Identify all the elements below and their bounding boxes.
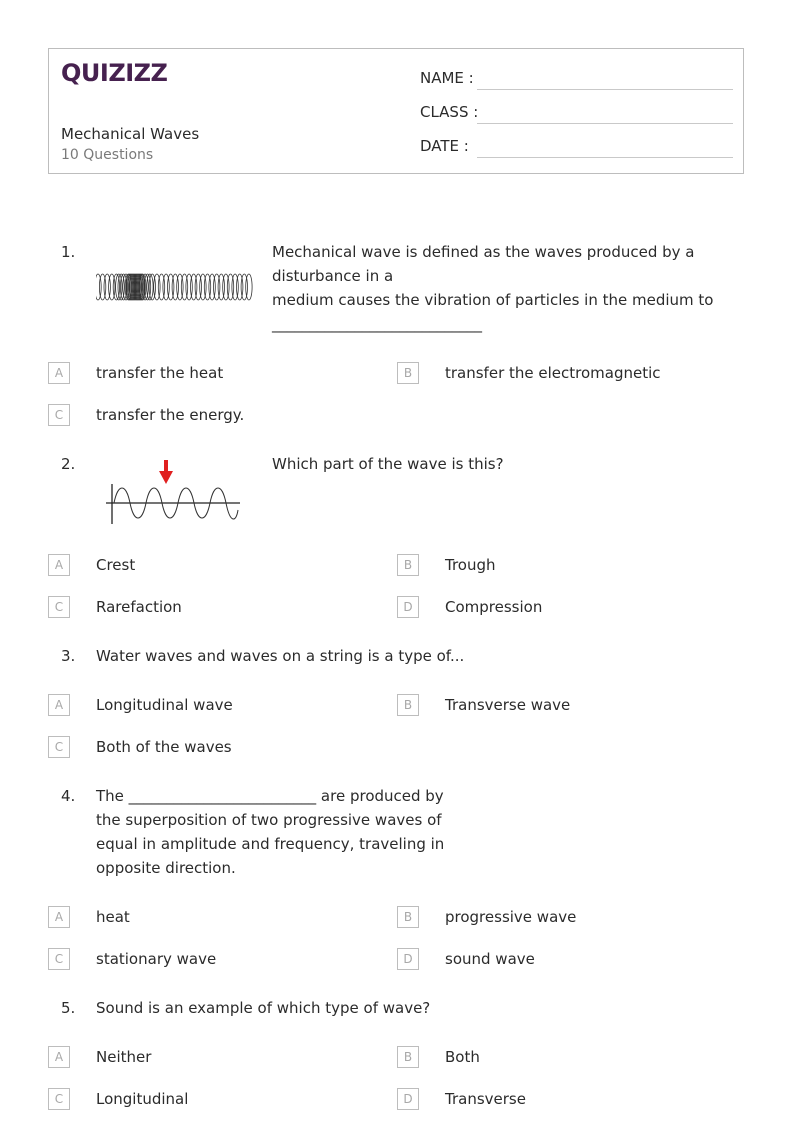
option-c-box[interactable]: C (48, 404, 70, 426)
option-d-text: sound wave (445, 950, 535, 968)
question-text-line: equal in amplitude and frequency, traveling in (96, 835, 445, 853)
option-b-box[interactable]: B (397, 1046, 419, 1068)
option-b-text: progressive wave (445, 908, 577, 926)
option-d-text: Compression (445, 598, 543, 616)
question-text-line: The _________________________ are produced by (96, 787, 444, 805)
spring-coil (246, 274, 252, 300)
option-c-box[interactable]: C (48, 948, 70, 970)
option-b-text: Transverse wave (445, 696, 571, 714)
answer-blank: ____________________________ (272, 315, 482, 333)
option-a-box[interactable]: A (48, 554, 70, 576)
option-b-text: Trough (445, 556, 496, 574)
option-c-text: stationary wave (96, 950, 217, 968)
option-a-box[interactable]: A (48, 906, 70, 928)
option-a-text: transfer the heat (96, 364, 224, 382)
question-text: Which part of the wave is this? (272, 455, 504, 473)
option-b-box[interactable]: B (397, 906, 419, 928)
option-b-box[interactable]: B (397, 554, 419, 576)
option-a-text: Crest (96, 556, 136, 574)
question-text: Water waves and waves on a string is a type of... (96, 647, 465, 665)
option-d-box[interactable]: D (397, 948, 419, 970)
option-d-text: Transverse (445, 1090, 526, 1108)
option-b-box[interactable]: B (397, 694, 419, 716)
option-c-text: Longitudinal (96, 1090, 189, 1108)
question-count: 10 Questions (61, 147, 154, 163)
option-a-box[interactable]: A (48, 1046, 70, 1068)
worksheet-title: Mechanical Waves (61, 125, 200, 143)
date-field[interactable] (477, 157, 733, 158)
worksheet-header (48, 48, 744, 174)
name-field[interactable] (477, 89, 733, 90)
question-number: 3. (61, 647, 76, 665)
option-b-box[interactable]: B (397, 362, 419, 384)
option-a-text: Longitudinal wave (96, 696, 233, 714)
option-c-box[interactable]: C (48, 1088, 70, 1110)
option-c-box[interactable]: C (48, 736, 70, 758)
sine-wave-arrow-image (104, 458, 244, 526)
option-c-text: Rarefaction (96, 598, 182, 616)
option-d-box[interactable]: D (397, 1088, 419, 1110)
question-text: Sound is an example of which type of wave? (96, 999, 431, 1017)
option-d-box[interactable]: D (397, 596, 419, 618)
question-text-line: the superposition of two progressive waves of (96, 811, 442, 829)
question-number: 1. (61, 243, 76, 261)
question-text-line: Mechanical wave is defined as the waves produced by a (272, 243, 695, 261)
question-text-line: medium causes the vibration of particles in the medium to (272, 291, 714, 309)
question-number: 5. (61, 999, 76, 1017)
question-number: 4. (61, 787, 76, 805)
option-c-box[interactable]: C (48, 596, 70, 618)
option-c-text: Both of the waves (96, 738, 232, 756)
quizizz-logo: QUIZIZZ (61, 59, 168, 87)
option-a-box[interactable]: A (48, 694, 70, 716)
option-b-text: transfer the electromagnetic (445, 364, 661, 382)
slinky-spring-image (96, 270, 256, 304)
date-label: DATE : (420, 137, 469, 155)
option-a-box[interactable]: A (48, 362, 70, 384)
option-b-text: Both (445, 1048, 480, 1066)
class-field[interactable] (477, 123, 733, 124)
question-text (96, 784, 444, 880)
class-label: CLASS : (420, 103, 479, 121)
question-text-line: opposite direction. (96, 859, 236, 877)
option-a-text: heat (96, 908, 130, 926)
question-text-line: disturbance in a (272, 267, 394, 285)
question-text (272, 240, 713, 336)
name-label: NAME : (420, 69, 474, 87)
option-a-text: Neither (96, 1048, 152, 1066)
question-number: 2. (61, 455, 76, 473)
option-c-text: transfer the energy. (96, 406, 245, 424)
